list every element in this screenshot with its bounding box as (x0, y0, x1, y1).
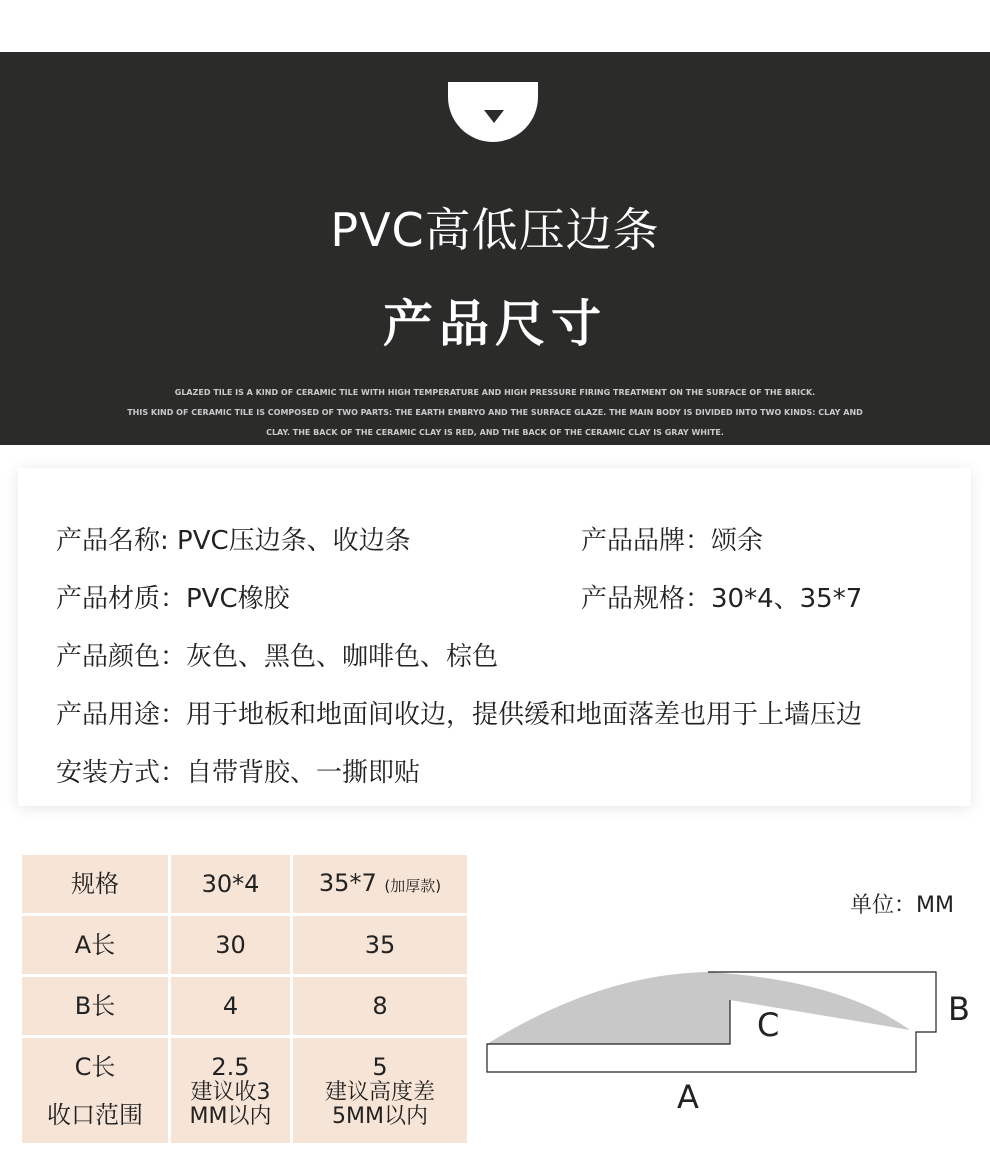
section-subtitle: 产品尺寸 (383, 295, 607, 353)
table-header-cell: 35*7 (加厚款) (293, 855, 467, 913)
info-usage: 产品用途：用于地板和地面间收边，提供缓和地面落差也用于上墙压边 (56, 700, 863, 730)
info-spec: 产品规格：30*4、35*7 (581, 584, 863, 614)
table-row (22, 977, 467, 1035)
profile-diagram-svg (480, 960, 980, 1120)
table-row (22, 916, 467, 974)
table-cell: 2.5 建议收3 MM以内 (171, 1038, 290, 1143)
chevron-down-icon (484, 110, 504, 123)
scroll-down-tab[interactable] (448, 82, 538, 142)
dimension-label-c: C (757, 1006, 780, 1044)
info-brand: 产品品牌：颂余 (581, 526, 764, 556)
spec-table (19, 852, 470, 1146)
table-cell: A长 (22, 916, 168, 974)
dimension-label-a: A (677, 1078, 699, 1116)
table-header-cell: 30*4 (171, 855, 290, 913)
table-header-row (22, 855, 467, 913)
table-cell: 30 (171, 916, 290, 974)
table-cell: B长 (22, 977, 168, 1035)
unit-label: 单位：MM (850, 893, 954, 918)
info-install: 安装方式：自带背胶、一撕即贴 (56, 758, 421, 788)
info-color: 产品颜色：灰色、黑色、咖啡色、棕色 (56, 642, 499, 672)
dimension-label-b: B (948, 990, 970, 1028)
product-info-card (18, 468, 971, 806)
table-cell: 4 (171, 977, 290, 1035)
table-header-cell: 规格 (22, 855, 168, 913)
product-title: PVC高低压边条 (330, 203, 660, 257)
info-material: 产品材质：PVC橡胶 (56, 584, 290, 614)
table-row (22, 1038, 467, 1143)
english-description: GLAZED TILE IS A KIND OF CERAMIC TILE WITH HIGH TEMPERATURE AND HIGH PRESSURE FIRING TREATMENT ON THE SURFACE OF THE BRICK. THIS KIND OF CERAMIC TILE IS COMPOSED OF TWO PARTS: THE EARTH EMBRYO AND THE SURFACE GLAZE. THE MAIN BODY IS DIVIDED INTO TWO KINDS: CLAY AND CLAY. THE BACK OF THE CERAMIC CLAY IS RED, AND THE BACK OF THE CERAMIC CLAY IS GRAY WHITE. (127, 388, 863, 437)
table-cell: 5 建议高度差 5MM以内 (293, 1038, 467, 1143)
header-banner (0, 52, 990, 445)
profile-diagram (480, 960, 980, 1124)
profile-shape (487, 972, 910, 1044)
table-cell: 35 (293, 916, 467, 974)
info-name: 产品名称: PVC压边条、收边条 (56, 526, 411, 556)
table-cell: C长 收口范围 (22, 1038, 168, 1143)
table-cell: 8 (293, 977, 467, 1035)
